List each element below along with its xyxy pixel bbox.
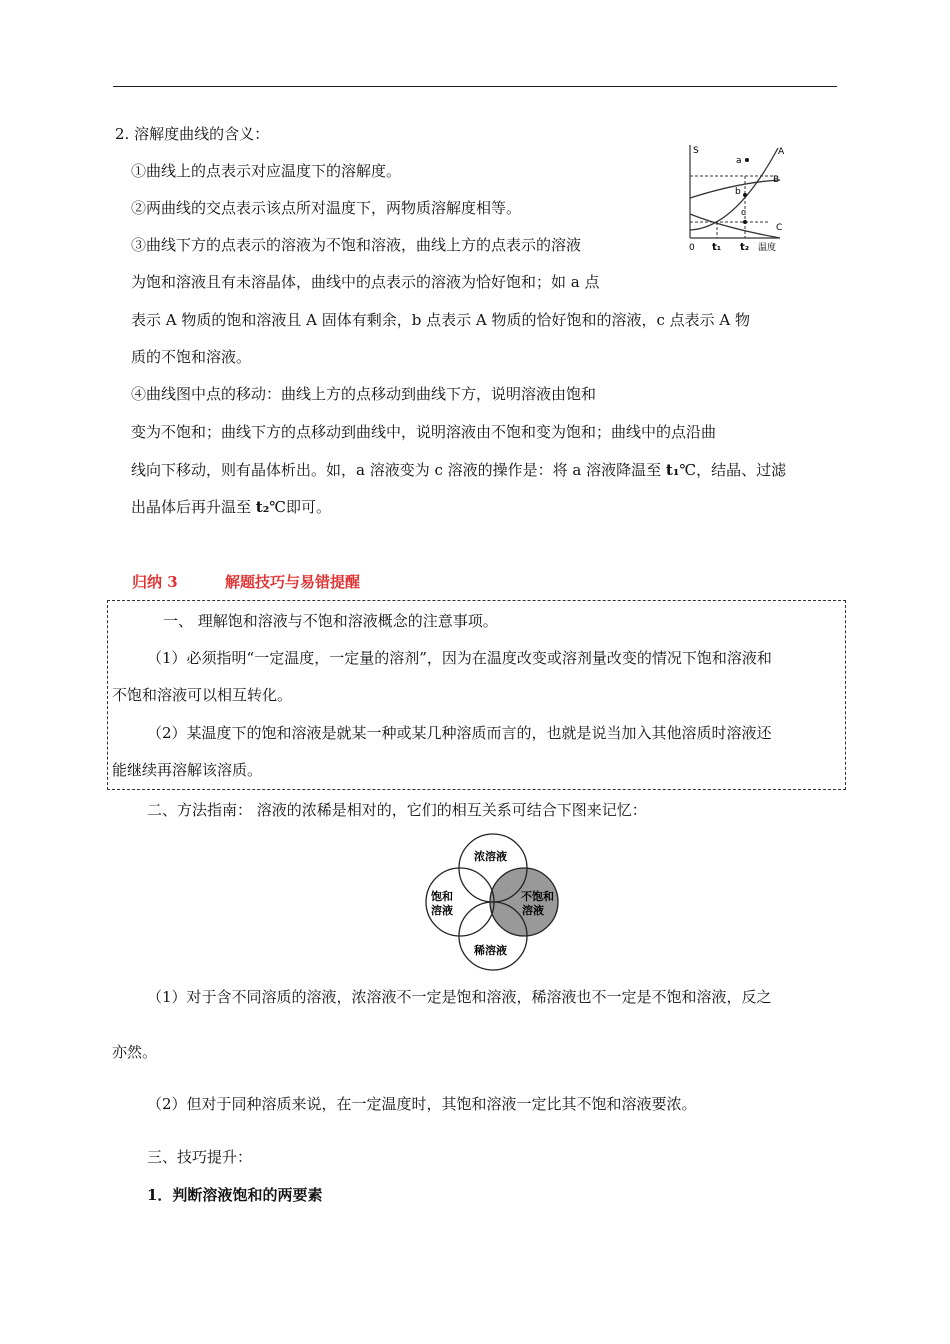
venn-top-label: 浓溶液 — [474, 850, 507, 863]
concentration-venn-diagram — [418, 830, 568, 975]
point-a — [745, 158, 749, 162]
venn-left-label: 溶液 — [431, 904, 453, 917]
venn-bottom-label: 稀溶液 — [474, 944, 507, 957]
note: 亦然。 — [112, 1043, 158, 1061]
box-item: （2）某温度下的饱和溶液是就某一种或某几种溶质而言的，也就是说当加入其他溶质时溶液还 — [147, 724, 772, 742]
paragraph: 为饱和溶液且有未溶晶体，曲线中的点表示的溶液为恰好饱和；如 a 点 — [131, 273, 600, 291]
point-a-label: a — [736, 156, 742, 166]
t2-label: t₂ — [740, 242, 750, 253]
curve-c-label: C — [776, 223, 783, 233]
venn-left-label: 饱和 — [431, 890, 453, 903]
box-item: 不饱和溶液可以相互转化。 — [112, 686, 293, 704]
box-item: （1）必须指明“一定温度，一定量的溶剂”，因为在温度改变或溶剂量改变的情况下饱和溶液和 — [147, 649, 772, 667]
venn-right-label: 不饱和 — [521, 890, 554, 903]
paragraph: 线向下移动，则有晶体析出。如，a 溶液变为 c 溶液的操作是：将 a 溶液降温至 t₁℃，结晶、过滤 — [131, 461, 787, 479]
section-heading: 解题技巧与易错提醒 — [225, 573, 361, 591]
x-axis-label: 温度 — [758, 243, 777, 253]
paragraph: ③曲线下方的点表示的溶液为不饱和溶液，曲线上方的点表示的溶液 — [131, 236, 582, 254]
solubility-curve-diagram — [680, 140, 790, 258]
skills-subheading: 1．判断溶液饱和的两要素 — [147, 1186, 323, 1204]
point-c — [743, 220, 747, 224]
note: （2）但对于同种溶质来说，在一定温度时，其饱和溶液一定比其不饱和溶液要浓。 — [147, 1095, 697, 1113]
paragraph: 质的不饱和溶液。 — [131, 348, 252, 366]
header-rule — [113, 86, 837, 87]
origin-label: 0 — [689, 243, 695, 253]
curve-c — [690, 214, 783, 238]
curve-a-label: A — [778, 147, 785, 157]
box-item: 能继续再溶解该溶质。 — [112, 761, 263, 779]
point-b-label: b — [735, 187, 741, 197]
venn-right-label: 溶液 — [522, 904, 544, 917]
curve-b-label: B — [773, 175, 780, 185]
skills-heading: 三、技巧提升： — [147, 1148, 253, 1166]
point-b — [743, 193, 747, 197]
curve-a — [690, 148, 778, 230]
paragraph: 出晶体后再升温至 t₂℃即可。 — [131, 498, 332, 516]
point-c-label: c — [741, 208, 746, 218]
method-heading: 二、方法指南： 溶液的浓稀是相对的，它们的相互关系可结合下图来记忆： — [147, 801, 647, 819]
paragraph: ④曲线图中点的移动：曲线上方的点移动到曲线下方，说明溶液由饱和 — [131, 385, 597, 403]
y-axis-label: S — [693, 146, 699, 156]
t1-label: t₁ — [712, 242, 722, 253]
section-label: 归纳 3 — [132, 573, 178, 591]
note: （1）对于含不同溶质的溶液，浓溶液不一定是饱和溶液，稀溶液也不一定是不饱和溶液，反之 — [147, 988, 772, 1006]
box-heading: 一、 理解饱和溶液与不饱和溶液概念的注意事项。 — [163, 612, 498, 630]
paragraph: ①曲线上的点表示对应温度下的溶解度。 — [131, 162, 402, 180]
paragraph: 表示 A 物质的饱和溶液且 A 固体有剩余，b 点表示 A 物质的恰好饱和的溶液，c 点表示 A 物 — [131, 311, 751, 329]
section-title: 2. 溶解度曲线的含义： — [115, 125, 270, 143]
paragraph: 变为不饱和；曲线下方的点移动到曲线中，说明溶液由不饱和变为饱和；曲线中的点沿曲 — [131, 423, 717, 441]
paragraph: ②两曲线的交点表示该点所对温度下，两物质溶解度相等。 — [131, 199, 522, 217]
